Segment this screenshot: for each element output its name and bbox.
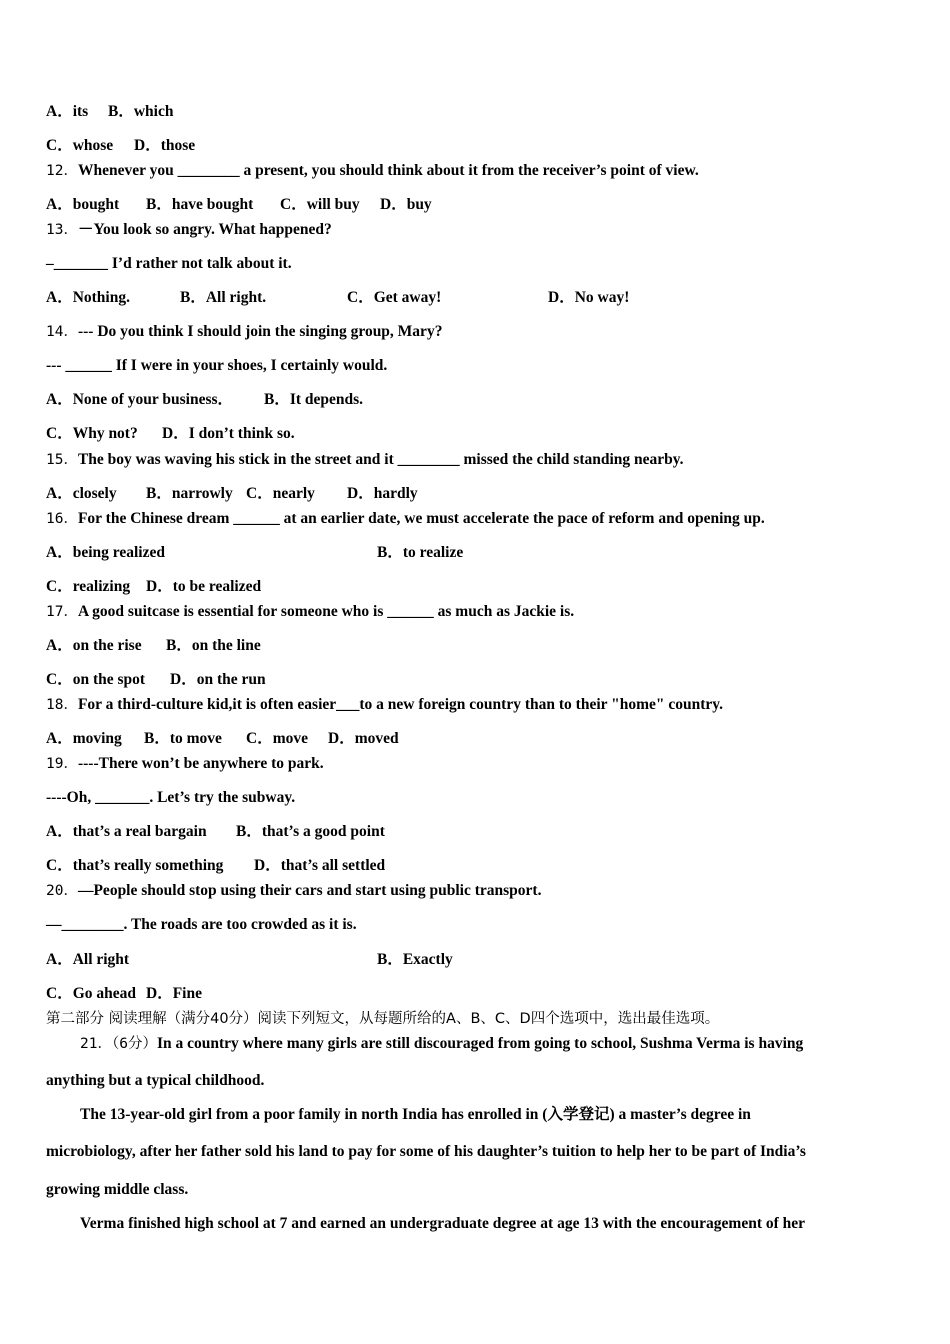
q21-paragraph1-line1 <box>80 1034 803 1054</box>
q15-option-c: C．nearly <box>246 485 315 502</box>
q14-text: --- Do you think I should join the singing group, Mary? <box>77 323 443 340</box>
q13-text: －You look so angry. What happened? <box>77 221 332 238</box>
q13-reply: –_______ I’d rather not talk about it. <box>46 255 292 272</box>
q19-number: 19． <box>46 756 78 772</box>
q17-option-c: C．on the spot <box>46 671 146 688</box>
q15-option-d: D．hardly <box>347 485 418 502</box>
q12-number: 12． <box>46 163 78 179</box>
q20-reply: —________. The roads are too crowded as it is. <box>46 916 357 933</box>
q16-text: For the Chinese dream ______ at an earlier date, we must accelerate the pace of reform and opening up. <box>77 510 765 527</box>
q11-option-a: A．its <box>46 103 89 120</box>
q12-option-c: C．will buy <box>280 196 360 213</box>
q19-option-c: C．that’s really something <box>46 857 224 874</box>
q16-stem <box>46 509 765 529</box>
q21-paragraph2-line3: growing middle class. <box>46 1181 189 1198</box>
q20-text: —People should stop using their cars and start using public transport. <box>77 882 542 899</box>
q19-stem <box>46 754 324 774</box>
q18-option-a: A．moving <box>46 730 122 747</box>
q16-option-d: D．to be realized <box>146 578 262 595</box>
q18-option-c: C．move <box>246 730 308 747</box>
q15-option-a: A．closely <box>46 485 117 502</box>
section2-heading: 第二部分 阅读理解（满分40分）阅读下列短文，从每题所给的A、B、C、D四个选项中，选出最佳选项。 <box>46 1011 720 1027</box>
q11-option-c: C．whose <box>46 137 114 154</box>
q14-option-d: D．I don’t think so. <box>162 425 295 442</box>
q16-option-c: C．realizing <box>46 578 131 595</box>
q19-option-a: A．that’s a real bargain <box>46 823 207 840</box>
q17-number: 17． <box>46 604 78 620</box>
q19-option-d: D．that’s all settled <box>254 857 386 874</box>
q16-option-b: B．to realize <box>377 544 464 561</box>
q15-option-b: B．narrowly <box>146 485 233 502</box>
q15-number: 15． <box>46 452 78 468</box>
q15-text: The boy was waving his stick in the street and it ________ missed the child standing nearby. <box>77 451 684 468</box>
q17-option-d: D．on the run <box>170 671 266 688</box>
q14-stem <box>46 322 442 342</box>
q13-stem <box>46 220 332 240</box>
q20-option-c: C．Go ahead <box>46 985 136 1002</box>
q21-number: 21．（6分） <box>80 1036 157 1052</box>
q12-option-b: B．have bought <box>146 196 254 213</box>
q11-option-d: D．those <box>134 137 196 154</box>
q18-option-d: D．moved <box>328 730 399 747</box>
q21-paragraph3-line1: Verma finished high school at 7 and earned an undergraduate degree at age 13 with the encouragement of her <box>80 1215 806 1232</box>
q13-option-a: A．Nothing. <box>46 289 130 306</box>
q21-p1-l1-text: In a country where many girls are still discouraged from going to school, Sushma Verma is having <box>156 1035 804 1052</box>
q13-option-b: B．All right. <box>180 289 267 306</box>
q21-paragraph2-line1: The 13-year-old girl from a poor family in north India has enrolled in (入学登记) a master’s degree in <box>80 1106 751 1123</box>
q14-number: 14． <box>46 324 78 340</box>
q13-option-d: D．No way! <box>548 289 630 306</box>
q15-stem <box>46 450 684 470</box>
q19-text: ----There won’t be anywhere to park. <box>77 755 324 772</box>
q12-stem <box>46 161 699 181</box>
q11-option-b: B．which <box>108 103 174 120</box>
q19-option-b: B．that’s a good point <box>236 823 385 840</box>
q17-option-b: B．on the line <box>166 637 261 654</box>
q12-option-a: A．bought <box>46 196 120 213</box>
q20-option-b: B．Exactly <box>377 951 453 968</box>
q13-number: 13． <box>46 222 78 238</box>
q12-text: Whenever you ________ a present, you should think about it from the receiver’s point of view. <box>77 162 699 179</box>
q14-option-b: B．It depends. <box>264 391 364 408</box>
q21-paragraph2-line2: microbiology, after her father sold his land to pay for some of his daughter’s tuition to help her to be part of India’s <box>46 1143 806 1160</box>
q17-text: A good suitcase is essential for someone who is ______ as much as Jackie is. <box>77 603 575 620</box>
q18-number: 18． <box>46 697 78 713</box>
q20-number: 20． <box>46 883 78 899</box>
q17-option-a: A．on the rise <box>46 637 142 654</box>
q16-option-a: A．being realized <box>46 544 165 561</box>
q20-stem <box>46 881 541 901</box>
q19-reply: ----Oh, _______. Let’s try the subway. <box>46 789 296 806</box>
q18-text: For a third-culture kid,it is often easier___to a new foreign country than to their "home" country. <box>77 696 724 713</box>
q14-reply: --- ______ If I were in your shoes, I certainly would. <box>46 357 388 374</box>
q18-option-b: B．to move <box>144 730 222 747</box>
q12-option-d: D．buy <box>380 196 432 213</box>
q14-option-c: C．Why not? <box>46 425 138 442</box>
q13-option-c: C．Get away! <box>347 289 442 306</box>
q14-option-a: A．None of your business． <box>46 391 234 408</box>
q20-option-a: A．All right <box>46 951 130 968</box>
q20-option-d: D．Fine <box>146 985 202 1002</box>
q16-number: 16． <box>46 511 78 527</box>
q17-stem <box>46 602 574 622</box>
q21-paragraph1-line2: anything but a typical childhood. <box>46 1072 265 1089</box>
q18-stem <box>46 695 723 715</box>
